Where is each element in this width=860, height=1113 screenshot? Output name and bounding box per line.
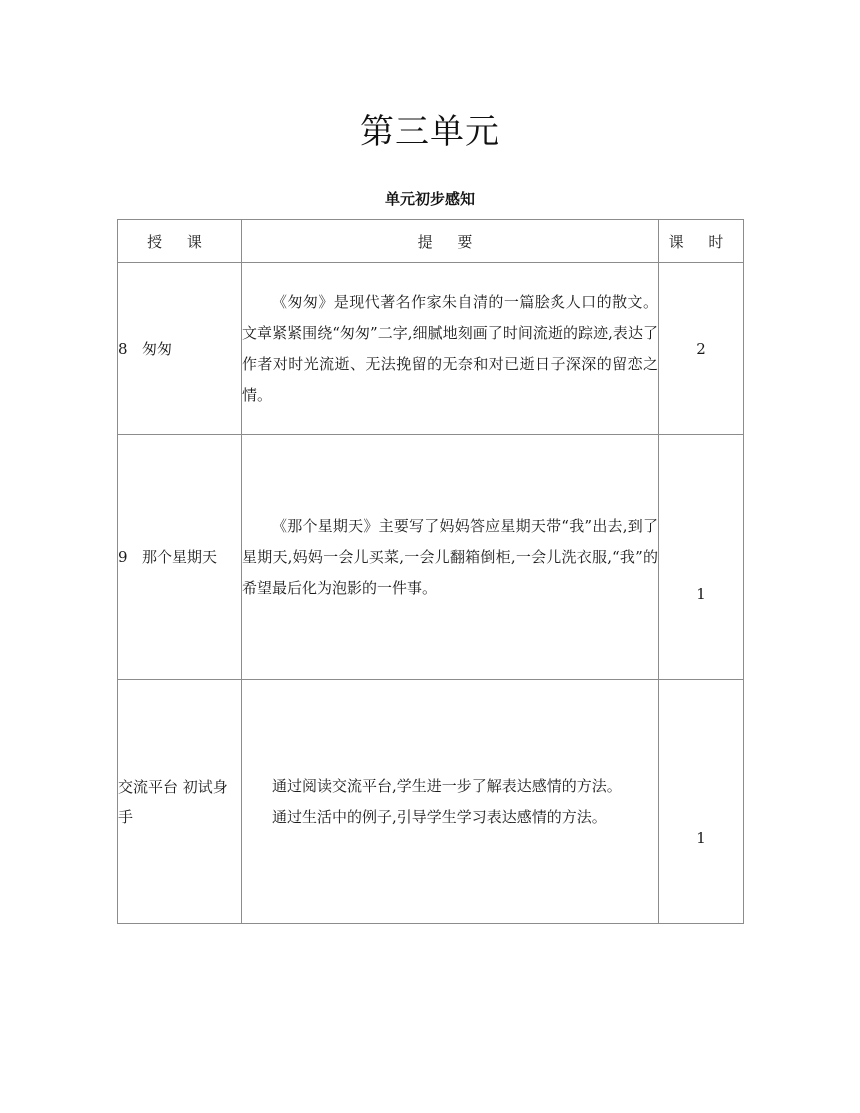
lesson-number: 9 bbox=[118, 548, 128, 566]
lesson-number: 8 bbox=[118, 339, 128, 358]
hours-cell: 2 bbox=[659, 263, 744, 435]
page-title: 第三单元 bbox=[360, 112, 500, 152]
summary-paragraph: 通过阅读交流平台,学生进一步了解表达感情的方法。 bbox=[272, 776, 622, 795]
summary-paragraph: 《匆匆》是现代著名作家朱自清的一篇脍炙人口的散文。文章紧紧围绕“匆匆”二字,细腻地刻画了时间流逝的踪迹,表达了作者对时光流逝、无法挽留的无奈和对已逝日子深深的留恋之情。 bbox=[242, 292, 658, 404]
lesson-cell bbox=[118, 263, 242, 435]
summary-paragraph: 通过生活中的例子,引导学生学习表达感情的方法。 bbox=[272, 807, 607, 826]
summary-cell bbox=[242, 680, 659, 924]
unit-plan-table bbox=[117, 219, 744, 924]
header-hours: 课 时 bbox=[659, 220, 744, 263]
hours-cell: 1 bbox=[659, 680, 744, 924]
table-row bbox=[118, 263, 744, 435]
summary-paragraph: 《那个星期天》主要写了妈妈答应星期天带“我”出去,到了星期天,妈妈一会儿买菜,一会儿翻箱倒柜,一会儿洗衣服,“我”的希望最后化为泡影的一件事。 bbox=[242, 516, 658, 597]
hours-cell: 1 bbox=[659, 435, 744, 680]
lesson-title: 匆匆 bbox=[142, 339, 173, 358]
section-title: 单元初步感知 bbox=[384, 190, 475, 208]
table-row bbox=[118, 435, 744, 680]
header-lesson: 授 课 bbox=[118, 220, 242, 263]
table-row bbox=[118, 680, 744, 924]
summary-cell bbox=[242, 263, 659, 435]
summary-cell bbox=[242, 435, 659, 680]
header-summary: 提 要 bbox=[242, 220, 659, 263]
lesson-cell bbox=[118, 680, 242, 924]
table-header-row bbox=[118, 220, 744, 263]
lesson-cell bbox=[118, 435, 242, 680]
lesson-title: 交流平台 初试身手 bbox=[118, 777, 228, 826]
lesson-title: 那个星期天 bbox=[142, 548, 218, 566]
